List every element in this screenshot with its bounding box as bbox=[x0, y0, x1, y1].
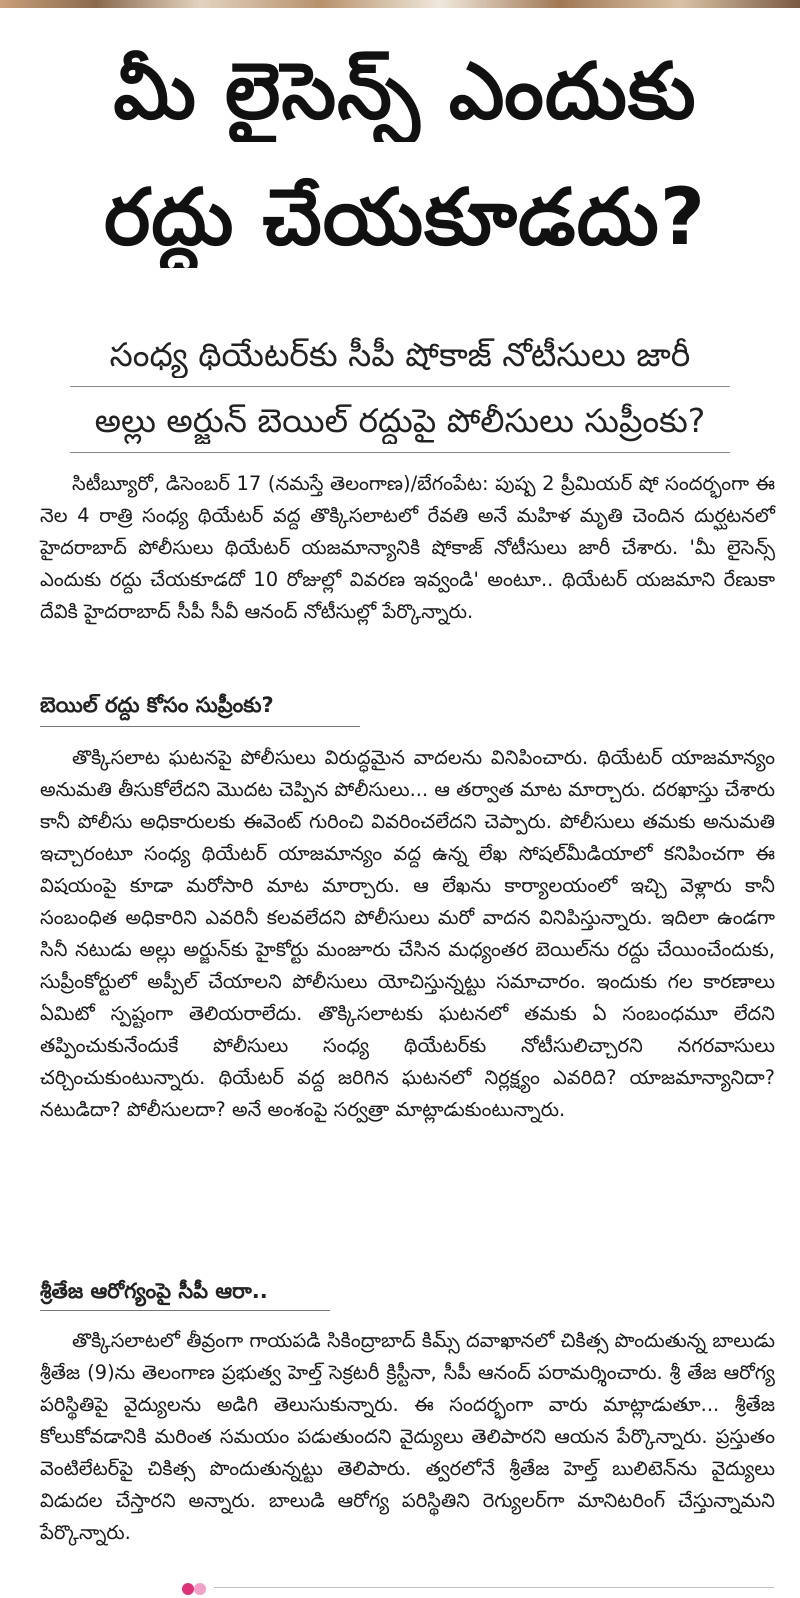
bottom-divider bbox=[214, 1587, 774, 1588]
section-paragraph-health: తొక్కిసలాటలో తీవ్రంగా గాయపడి సికింద్రాబాద్ కిమ్స్ దవాఖానలో చికిత్స పొందుతున్న బాలుడు శ్రీతేజ (9)ను తెలంగాణ ప్రభుత్వ హెల్త్ సెక్రటరీ క్రిస్టీనా, సీపీ ఆనంద్ పరామర్శించారు. శ్రీ తేజ ఆరోగ్య పరిస్థితిపై వైద్యులను అడిగి తెలుసుకున్నారు. ఈ సందర్భంగా వారు మాట్లాడుతూ... శ్రీతేజ కోలుకోవడానికి మరింత సమయం పడుతుందని వైద్యులు తెలిపారని ఆయన పేర్కొన్నారు. ప్రస్తుతం వెంటిలేటర్‌పై చికిత్స పొందుతున్నట్టు తెలిపారు. త్వరలోనే శ్రీతేజ హెల్త్ బులిటెన్‌ను వైద్యులు విడుదల చేస్తారని అన్నారు. బాలుడి ఆరోగ్య పరిస్థితిని రెగ్యులర్‌గా మానిటరింగ్ చేస్తున్నామని పేర్కొన్నారు. bbox=[40, 1329, 775, 1544]
section-title-health: శ్రీతేజ ఆరోగ్యంపై సీపీ ఆరా.. bbox=[40, 1279, 268, 1303]
section-underline-2 bbox=[40, 1310, 330, 1311]
headline-line-1: మీ లైసెన్స్ ఎందుకు bbox=[113, 47, 697, 137]
subheadline-divider-1 bbox=[70, 386, 730, 387]
intro-paragraph: సిటీబ్యూరో, డిసెంబర్ 17 (నమస్తే తెలంగాణ)/బేగంపేట: పుష్ప 2 ప్రీమియర్ షో సందర్భంగా ఈ నెల 4 రాత్రి సంధ్య థియేటర్ వద్ద తొక్కిసలాటలో రేవతి అనే మహిళ మృతి చెందిన దుర్ఘటనలో హైదరాబాద్ పోలీసులు థియేటర్ యజమాన్యానికి షోకాజ్ నోటీసులు జారీ చేశారు. 'మీ లైసెన్స్ ఎందుకు రద్దు చేయకూడదో 10 రోజుల్లో వివరణ ఇవ్వండి' అంటూ.. థియేటర్ యజమాని రేణుకా దేవికి హైదరాబాద్ సీపీ సీవీ ఆనంద్ నోటీసుల్లో పేర్కొన్నారు. bbox=[40, 472, 775, 623]
section-title-bail: బెయిల్ రద్దు కోసం సుప్రీంకు? bbox=[40, 693, 274, 717]
section-paragraph-bail: తొక్కిసలాట ఘటనపై పోలీసులు విరుద్ధమైన వాదలను వినిపించారు. థియేటర్ యాజమాన్యం అనుమతి తీసుకోలేదని మొదట చెప్పిన పోలీసులు... ఆ తర్వాత మాట మార్చారు. దరఖాస్తు చేశారు కానీ పోలీసు అధికారులకు ఈవెంట్ గురించి వివరించలేదని చెప్పారు. పోలీసులు తమకు అనుమతి ఇచ్చారంటూ సంధ్య థియేటర్ యాజమాన్యం వద్ద ఉన్న లేఖ సోషల్‌మీడియాలో కనిపించగా ఈ విషయంపై కూడా మరోసారి మాట మార్చారు. ఆ లేఖను కార్యాలయంలో ఇచ్చి వెళ్లారు కానీ సంబంధిత అధికారిని ఎవరినీ కలవలేదని పోలీసులు మరో వాదన వినిపిస్తున్నారు. ఇదిలా ఉండగా సినీ నటుడు అల్లు అర్జున్‌కు హైకోర్టు మంజూరు చేసిన మధ్యంతర బెయిల్‌ను రద్దు చేయించేందుకు, సుప్రీంకోర్టులో అప్పీల్ చేయాలని పోలీసులు యోచిస్తున్నట్టు సమాచారం. ఇందుకు గల కారణాలు ఏమిటో స్పష్టంగా తెలియరాలేదు. తొక్కిసలాటకు ఘటనలో తమకు ఏ సంబంధమూ లేదని తప్పించుకునేందుకే పోలీసులు సంధ్య థియేటర్‌కు నోటీసులిచ్చారని నగరవాసులు చర్చించుకుంటున్నారు. థియేటర్ వద్ద జరిగిన ఘటనలో నిర్లక్ష్యం ఎవరిది? యాజమాన్యానిదా? నటుడిదా? పోలీసులదా? అనే అంశంపై సర్వత్రా మాట్లాడుకుంటున్నారు. bbox=[40, 746, 775, 1121]
headline-line-2: రద్దు చేయకూడదు? bbox=[104, 173, 706, 263]
subheadline-1: సంధ్య థియేటర్‌కు సీపీ షోకాజ్ నోటీసులు జారీ bbox=[109, 335, 691, 374]
section-underline-1 bbox=[40, 726, 360, 727]
photo-strip bbox=[0, 0, 800, 8]
subheadline-2: అల్లు అర్జున్ బెయిల్ రద్దుపై పోలీసులు సుప్రీంకు? bbox=[94, 401, 706, 440]
subheadline-divider-2 bbox=[70, 452, 730, 453]
bottom-ornament bbox=[182, 1580, 212, 1594]
